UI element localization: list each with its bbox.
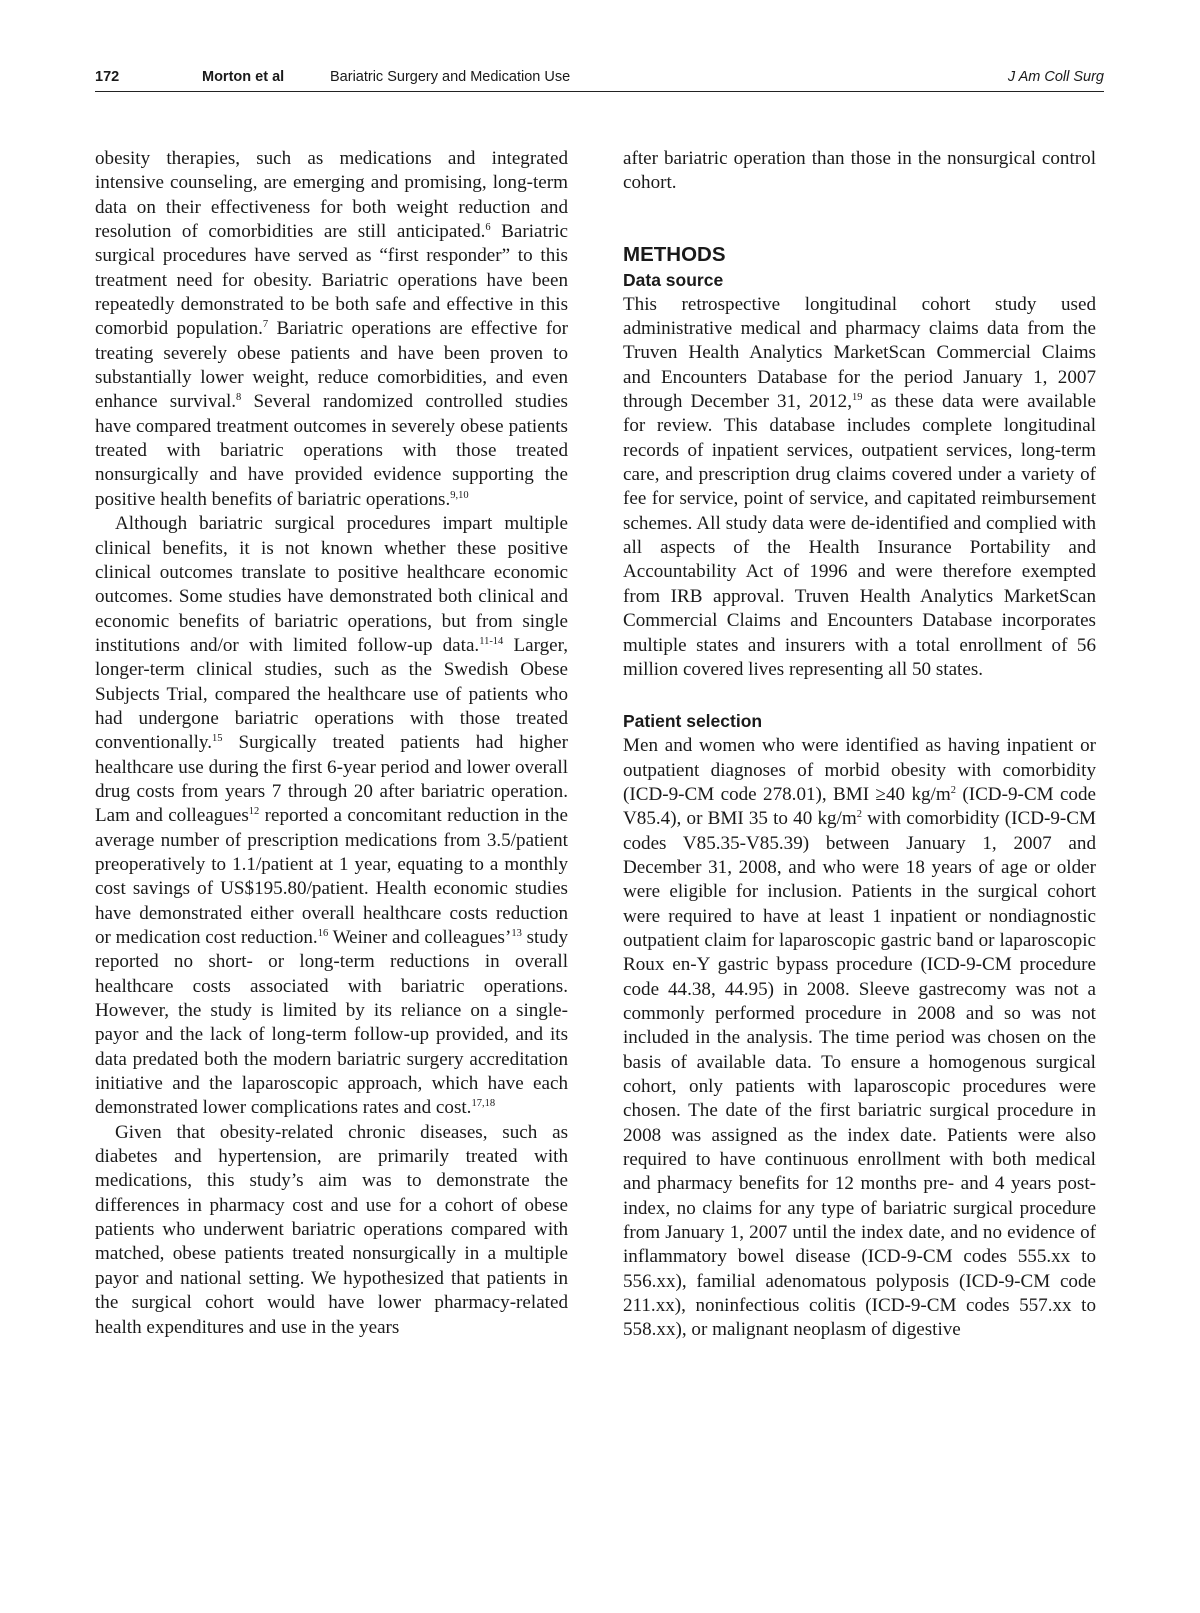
- subheading-patient-selection: Patient selection: [623, 711, 763, 732]
- left-column: [95, 147, 568, 1340]
- citation-ref: 15: [212, 733, 223, 745]
- citation-ref: 12: [248, 806, 260, 818]
- header-running-title: Bariatric Surgery and Medication Use: [330, 69, 571, 85]
- superscript-2: 2: [856, 809, 862, 821]
- paragraph-aim-continued: after bariatric operation than those in the nonsurgical control cohort.: [623, 148, 1096, 194]
- header-authors: Morton et al: [202, 69, 285, 85]
- page-number: 172: [95, 69, 120, 85]
- citation-ref: 8: [236, 392, 242, 404]
- paragraph-intro-continued: obesity therapies, such as medications and integrated intensive counseling, are emerging and promising, long-term data on their effectiveness for both weight reduction and resolution of comorbidities are still anticipated.$^6$ Bariatric surgical procedures have served as “first responder” to this treatment need for obesity. Bariatric operations have been repeatedly demonstrated to be both safe and effective in this comorbid population.$^7$ Bariatric operations are effective for treating severely obese patients and have been proven to substantially lower weight, reduce comorbidities, and even enhance survival.$^8$ Several randomized controlled studies have compared treatment outcomes in severely obese patients treated with bariatric operations with those treated nonsurgically and have provided evidence supporting the positive health benefits of bariatric operations.$^{9,10}$: [95, 148, 568, 510]
- citation-ref: 13: [511, 928, 522, 939]
- right-column: [623, 147, 1096, 1343]
- citation-ref: 19: [852, 392, 863, 404]
- paragraph-economic-outcomes: Although bariatric surgical procedures impart multiple clinical benefits, it is not known whether these positive clinical outcomes translate to positive healthcare economic outcomes. Some studies have demonstrated both clinical and economic benefits of bariatric operations, but from single institutions and/or with limited follow-up data.$^{11-14}$ Larger, longer-term clinical studies, such as the Swedish Obese Subjects Trial, compared the healthcare use of patients who had undergone bariatric operations with those treated conventionally.$^{15}$ Surgically treated patients had higher healthcare use during the first 6-year period and lower overall drug costs from years 7 through 20 after bariatric operation. Lam and colleagues$^{12}$ reported a concomitant reduction in the average number of prescription medications from 3.5/patient preoperatively to 1.1/patient at 1 year, equating to a monthly cost savings of US$195.80/patient. Health economic studies have demonstrated either overall healthcare costs reduction or medication cost reduction.$^{16}$ Weiner and colleagues’$^{13}$ study reported no short- or long-term reductions in overall healthcare costs associated with bariatric operations. However, the study is limited by its reliance on a single-payor and the lack of long-term follow-up provided, and its data predated both the modern bariatric surgery accreditation initiative and the laparoscopic approach, which have each demonstrated lower complications rates and cost.$^{17,18}$: [95, 513, 569, 1119]
- section-heading-methods: METHODS: [623, 242, 726, 266]
- paragraph-data-source: This retrospective longitudinal cohort study used administrative medical and pharmacy claims data from the Truven Health Analytics MarketScan Commercial Claims and Encounters Database for the period January 1, 2007 through December 31, 2012,19 as these data were available for review. This database includes complete longitudinal records of inpatient services, outpatient services, long-term care, and prescription drug claims covered under a variety of fee for service, point of service, and capitated reimbursement schemes. All study data were de-identified and complied with all aspects of the Health Insurance Portability and Accountability Act of 1996 and were therefore exempted from IRB approval. Truven Health Analytics MarketScan Commercial Claims and Encounters Database incorporates multiple states and insurers with a total enrollment of 56 million covered lives representing all 50 states.: [623, 293, 1096, 680]
- paragraph-study-aim: Given that obesity-related chronic diseases, such as diabetes and hypertension, are primarily treated with medications, this study’s aim was to demonstrate the differences in pharmacy cost and use for a cohort of obese patients who underwent bariatric operations compared with matched, obese patients treated nonsurgically in a multiple payor and national setting. We hypothesized that patients in the surgical cohort would have lower pharmacy-related health expenditures and use in the years: [95, 1121, 568, 1338]
- subheading-data-source: Data source: [623, 269, 724, 290]
- citation-ref: 9,10: [450, 489, 469, 501]
- citation-ref: 7: [262, 319, 269, 331]
- citation-ref: 11-14: [479, 635, 504, 647]
- citation-ref: 6: [485, 222, 491, 234]
- superscript-2: 2: [950, 784, 956, 796]
- paragraph-patient-selection: Men and women who were identified as having inpatient or outpatient diagnoses of morbid obesity with comorbidity (ICD-9-CM code 278.01), BMI ≥40 $kg/m^2$ (ICD-9-CM code V85.4), or BMI 35 to 40 $kg/m^2$ with comorbidity (ICD-9-CM codes V85.35-V85.39) between January 1, 2007 and December 31, 2008, and who were 18 years of age or older were eligible for inclusion. Patients in the surgical cohort were required to have at least 1 inpatient or nondiagnostic outpatient claim for laparoscopic gastric band or laparoscopic Roux en-Y gastric bypass procedure (ICD-9-CM procedure code 44.38, 44.95) in 2008. Sleeve gastrecomy was not a commonly performed procedure in 2008 and so was not included in the analysis. The time period was chosen on the basis of available data. To ensure a homogenous surgical cohort, only patients with laparoscopic procedures were chosen. The date of the first bariatric surgical procedure in 2008 was assigned as the index date. Patients were also required to have continuous enrollment with both medical and pharmacy benefits for 12 months pre- and 4 years post-index, no claims for any type of bariatric surgical procedure from January 1, 2007 until the index date, and no evidence of inflammatory bowel disease (ICD-9-CM codes 555.xx to 556.xx), familial adenomatous polyposis (ICD-9-CM code 211.xx), noninfectious colitis (ICD-9-CM codes 557.xx to 558.xx), or malignant neoplasm of digestive: [623, 735, 1096, 1341]
- citation-ref: 17,18: [471, 1098, 496, 1110]
- citation-ref: 16: [317, 928, 329, 939]
- running-header: [95, 67, 1104, 92]
- header-journal: J Am Coll Surg: [1007, 69, 1104, 85]
